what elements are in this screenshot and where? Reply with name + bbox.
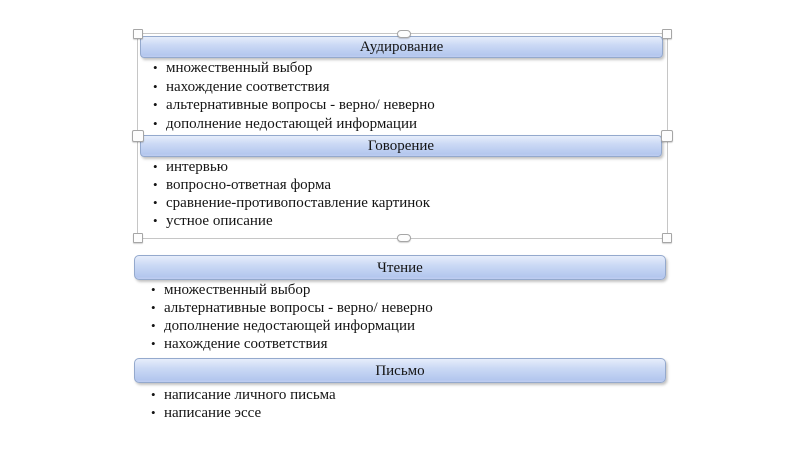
- list-item-text: множественный выбор: [166, 60, 313, 76]
- list-item-text: альтернативные вопросы - верно/ неверно: [164, 300, 433, 316]
- resize-handle-bottom-center[interactable]: [397, 234, 411, 242]
- header-shape-reading[interactable]: [134, 255, 666, 280]
- bullet-icon: •: [153, 159, 158, 174]
- list-item-text: дополнение недостающей информации: [164, 318, 416, 334]
- header-title-reading: Чтение: [377, 260, 423, 276]
- bullet-icon: •: [153, 195, 158, 210]
- list-item: [151, 281, 433, 299]
- bullet-icon: •: [151, 318, 156, 333]
- bullet-icon: •: [151, 387, 156, 402]
- list-item: [151, 386, 336, 404]
- resize-handle-top-center[interactable]: [397, 30, 411, 38]
- header-title-speaking: Говорение: [367, 138, 435, 154]
- list-item-text: альтернативные вопросы - верно/ неверно: [166, 97, 435, 113]
- bullet-icon: •: [153, 60, 158, 75]
- resize-handle-top-left[interactable]: [133, 29, 143, 39]
- list-item-text: интервью: [166, 159, 228, 175]
- selection-frame[interactable]: [137, 33, 668, 239]
- list-item-text: написание личного письма: [164, 387, 336, 403]
- bullet-icon: •: [151, 405, 156, 420]
- bullet-icon: •: [153, 213, 158, 228]
- resize-handle-top-right[interactable]: [662, 29, 672, 39]
- bullet-icon: •: [153, 115, 158, 131]
- list-writing[interactable]: [151, 386, 336, 422]
- resize-handle-middle-left[interactable]: [132, 130, 144, 142]
- list-item: [151, 335, 433, 353]
- bullet-icon: •: [151, 300, 156, 315]
- list-item-text: устное описание: [166, 213, 273, 229]
- header-title-writing: Письмо: [375, 363, 425, 379]
- list-item-text: вопросно-ответная форма: [166, 177, 331, 193]
- list-item-text: дополнение недостающей информации: [166, 115, 418, 132]
- list-item: [151, 404, 336, 422]
- bullet-icon: •: [153, 97, 158, 112]
- bullet-icon: •: [153, 177, 158, 192]
- list-item-text: нахождение соответствия: [166, 78, 330, 95]
- resize-handle-middle-right[interactable]: [661, 130, 673, 142]
- header-shape-writing[interactable]: [134, 358, 666, 383]
- header-title-listening: Аудирование: [359, 39, 444, 55]
- resize-handle-bottom-left[interactable]: [133, 233, 143, 243]
- bullet-icon: •: [151, 282, 156, 297]
- bullet-icon: •: [153, 78, 158, 94]
- list-item-text: сравнение-противопоставление картинок: [166, 195, 431, 211]
- list-item: [151, 317, 433, 335]
- bullet-icon: •: [151, 336, 156, 351]
- list-item-text: написание эссе: [164, 405, 262, 421]
- list-item-text: нахождение соответствия: [164, 336, 328, 352]
- list-item: [151, 299, 433, 317]
- resize-handle-bottom-right[interactable]: [662, 233, 672, 243]
- list-item-text: множественный выбор: [164, 282, 311, 298]
- list-reading[interactable]: [151, 281, 433, 353]
